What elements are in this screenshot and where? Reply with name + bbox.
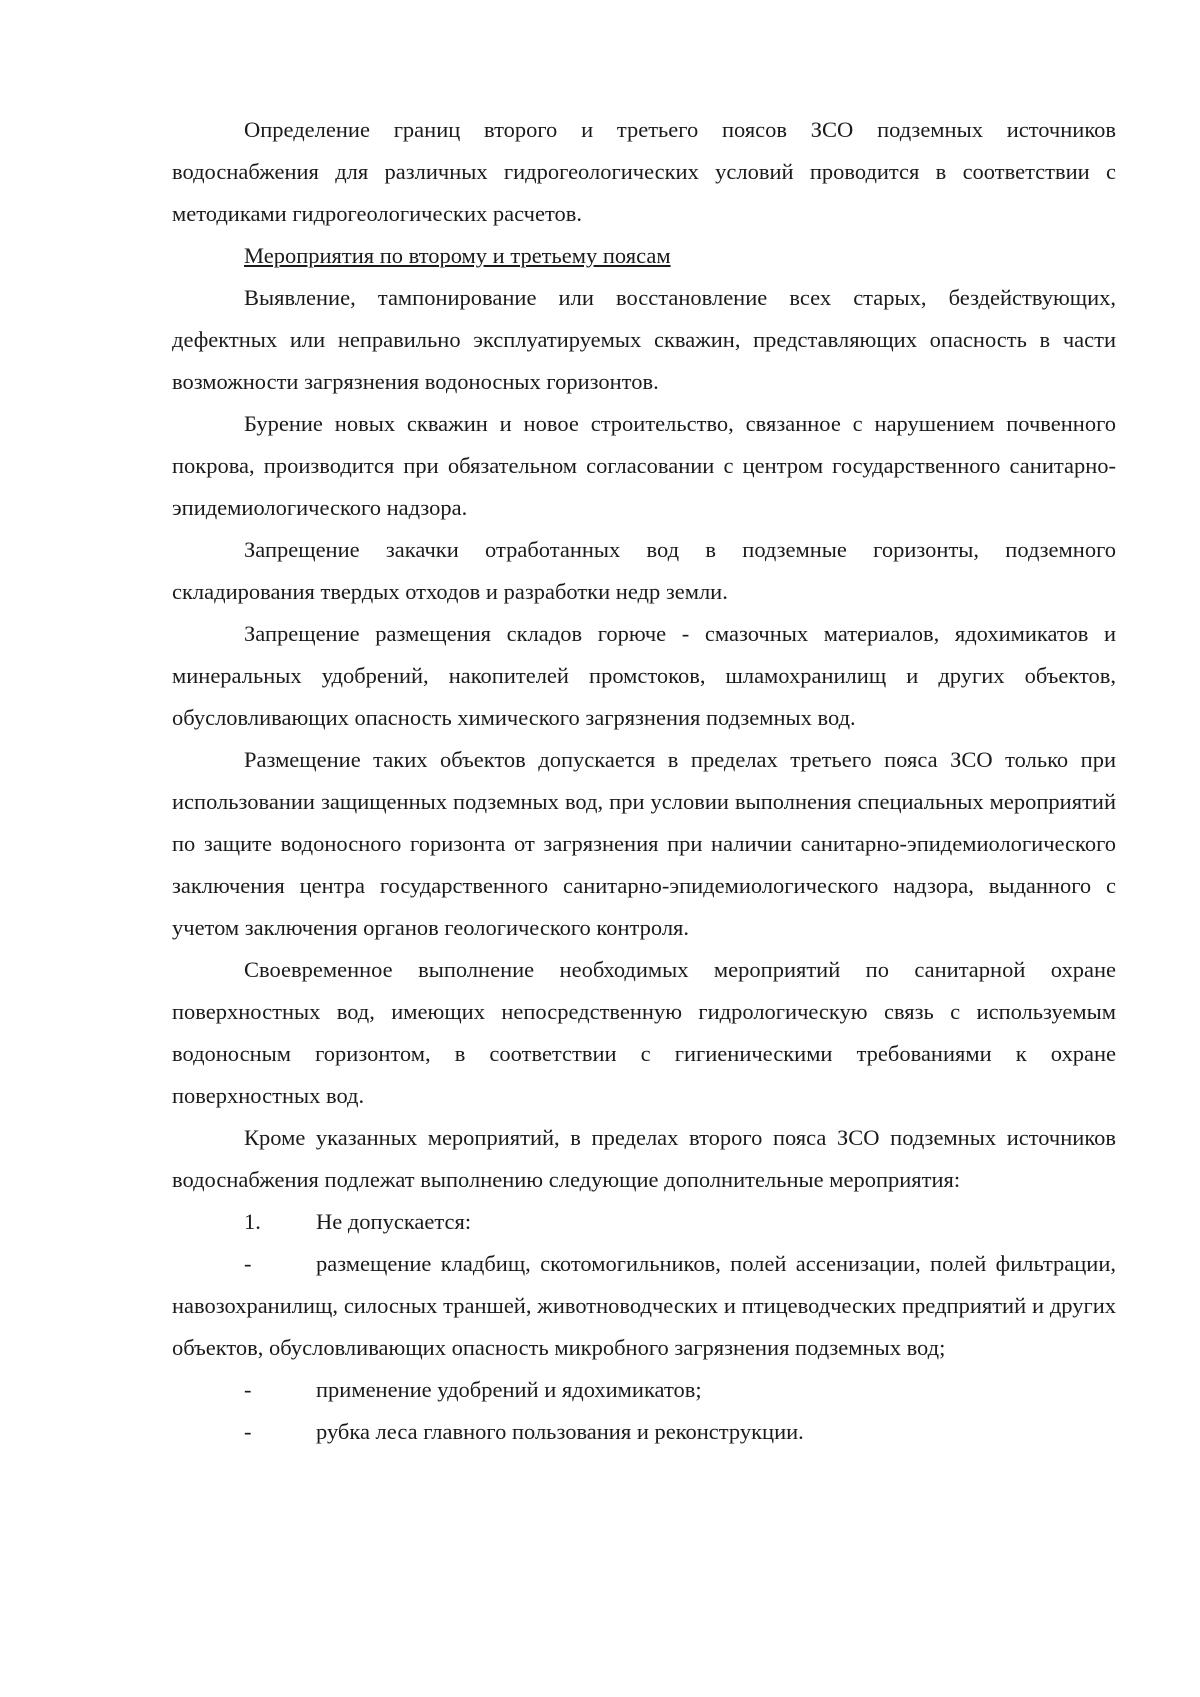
bullet-item [172, 1369, 1116, 1411]
section-heading: Мероприятия по второму и третьему поясам [244, 243, 671, 268]
bullet-item-text: применение удобрений и ядохимикатов; [316, 1377, 702, 1402]
paragraph-additional-measures: Кроме указанных мероприятий, в пределах второго пояса ЗСО подземных источников водоснабжения подлежат выполнению следующие дополнительные мероприятия: [172, 1125, 1116, 1192]
paragraph-storage-ban: Запрещение размещения складов горюче - смазочных материалов, ядохимикатов и минеральных удобрений, накопителей промстоков, шламохранилищ и других объектов, обусловливающих опасность химического загрязнения подземных вод. [172, 621, 1116, 730]
bullet-dash: - [244, 1377, 252, 1402]
document-body [172, 109, 1116, 1453]
paragraph-injection-ban: Запрещение закачки отработанных вод в подземные горизонты, подземного складирования твердых отходов и разработки недр земли. [172, 537, 1116, 604]
paragraph-surface-water: Своевременное выполнение необходимых мероприятий по санитарной охране поверхностных вод, имеющих непосредственную гидрологическую связь с используемым водоносным горизонтом, в соответствии с гигиеническими требованиями к охране поверхностных вод. [172, 957, 1116, 1108]
bullet-dash: - [244, 1251, 252, 1276]
bullet-item [172, 1411, 1116, 1453]
numbered-item [172, 1201, 1116, 1243]
numbered-item-number: 1. [244, 1209, 261, 1234]
bullet-dash: - [244, 1419, 252, 1444]
bullet-item [172, 1243, 1116, 1369]
bullet-item-text: размещение кладбищ, скотомогильников, полей ассенизации, полей фильтрации, навозохранилищ, силосных траншей, животноводческих и птицеводческих предприятий и других объектов, обусловливающих опасность микробного загрязнения подземных вод; [172, 1251, 1116, 1360]
numbered-item-text: Не допускается: [316, 1209, 472, 1234]
paragraph-wells: Выявление, тампонирование или восстановление всех старых, бездействующих, дефектных или неправильно эксплуатируемых скважин, представляющих опасность в части возможности загрязнения водоносных горизонтов. [172, 285, 1116, 394]
bullet-item-text: рубка леса главного пользования и реконструкции. [316, 1419, 804, 1444]
paragraph-drilling: Бурение новых скважин и новое строительство, связанное с нарушением почвенного покрова, производится при обязательном согласовании с центром государственного санитарно-эпидемиологического надзора. [172, 411, 1116, 520]
intro-paragraph: Определение границ второго и третьего поясов ЗСО подземных источников водоснабжения для различных гидрогеологических условий проводится в соответствии с методиками гидрогеологических расчетов. [172, 117, 1116, 226]
paragraph-placement-conditions: Размещение таких объектов допускается в пределах третьего пояса ЗСО только при использовании защищенных подземных вод, при условии выполнения специальных мероприятий по защите водоносного горизонта от загрязнения при наличии санитарно-эпидемиологического заключения центра государственного санитарно-эпидемиологического надзора, выданного с учетом заключения органов геологического контроля. [172, 747, 1116, 940]
